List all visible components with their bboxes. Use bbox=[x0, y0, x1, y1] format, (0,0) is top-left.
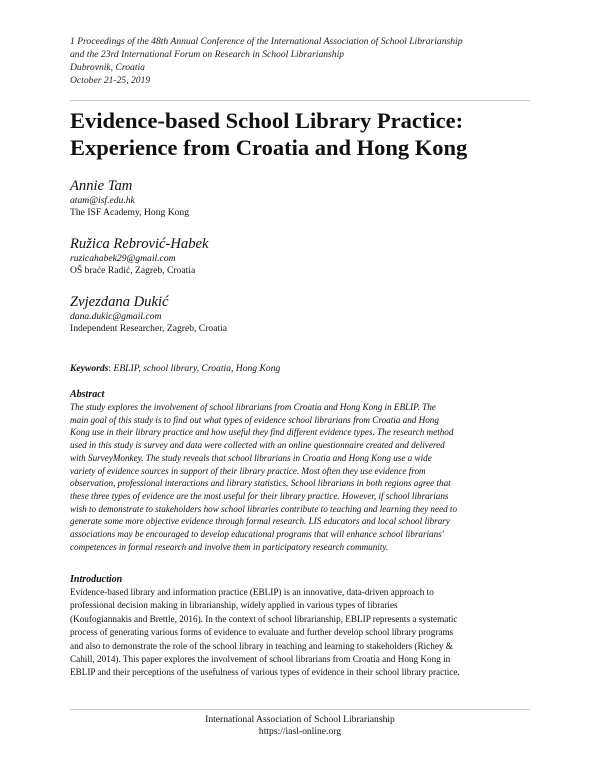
author-affiliation: OŠ braće Radić, Zagreb, Croatia bbox=[70, 265, 196, 276]
header-line: October 21-25, 2019 bbox=[70, 75, 151, 86]
keywords-line bbox=[70, 363, 280, 375]
abstract-line: generate some more objective evidence through formal research. LIS educators and local school library bbox=[70, 516, 450, 527]
author-block bbox=[70, 178, 530, 219]
abstract-line: observation, professional interactions and library statistics. School librarians in both regions agree that bbox=[70, 478, 451, 489]
author-email[interactable]: ruzicahabek29@gmail.com bbox=[70, 253, 176, 264]
keywords-value: EBLIP, school library, Croatia, Hong Kong bbox=[113, 363, 281, 374]
abstract-line: main goal of this study is to find out what types of evidence school librarians from Croatia and Hong bbox=[70, 414, 439, 425]
header-divider bbox=[70, 100, 530, 101]
abstract-line: competences in formal research and involve them in participatory research community. bbox=[70, 541, 389, 552]
introduction-line: professional decision making in librarianship, widely applied in various types of libraries bbox=[70, 600, 398, 611]
abstract-line: these three types of evidence are the most useful for their library practice. However, if school librarians bbox=[70, 490, 449, 501]
header-line: 1 Proceedings of the 48th Annual Conference of the International Association of School Librarianship bbox=[70, 36, 463, 47]
author-email[interactable]: dana.dukic@gmail.com bbox=[70, 311, 162, 322]
abstract-line: wish to demonstrate to stakeholders how school libraries contribute to teaching and learning they need to bbox=[70, 503, 458, 514]
abstract-heading: Abstract bbox=[70, 389, 105, 400]
author-name: Annie Tam bbox=[70, 178, 133, 194]
title-line: Experience from Croatia and Hong Kong bbox=[70, 135, 468, 160]
introduction-line: process of generating various forms of evidence to evaluate and further develop school library programs bbox=[70, 627, 454, 638]
abstract-line: used in this study is survey and data were collected with an online questionnaire created and delivered bbox=[70, 440, 445, 451]
introduction-heading: Introduction bbox=[70, 574, 123, 585]
paper-title bbox=[70, 107, 540, 161]
abstract-body bbox=[70, 401, 540, 553]
author-name: Zvjezdana Dukić bbox=[70, 294, 169, 310]
footer-organization: International Association of School Librarianship bbox=[205, 714, 395, 725]
introduction-line: (Koufogiannakis and Brettle, 2016). In the context of school librarianship, EBLIP represents a systematic bbox=[70, 613, 458, 624]
keywords-label: Keywords bbox=[70, 363, 109, 374]
abstract-line: variety of evidence sources in support of their library practice. Most often they use evidence from bbox=[70, 465, 426, 476]
footer-url[interactable]: https://iasl-online.org bbox=[258, 726, 342, 737]
author-block bbox=[70, 236, 530, 277]
title-line: Evidence-based School Library Practice: bbox=[70, 108, 464, 133]
abstract-line: associations may be encouraged to develop educational programs that will enhance school librarians' bbox=[70, 529, 444, 540]
abstract-line: with SurveyMonkey. The study reveals that school librarians in Croatia and Hong Kong use a wide bbox=[70, 452, 432, 463]
header-line: Dubrovnik, Croatia bbox=[70, 62, 145, 73]
author-block bbox=[70, 294, 530, 335]
author-email[interactable]: atam@isf.edu.hk bbox=[70, 195, 135, 206]
introduction-line: Evidence-based library and information practice (EBLIP) is an innovative, data-driven approach to bbox=[70, 587, 434, 597]
abstract-line: The study explores the involvement of school librarians from Croatia and Hong Kong in EBLIP. The bbox=[70, 402, 436, 412]
proceedings-header bbox=[70, 35, 530, 87]
introduction-body bbox=[70, 586, 540, 680]
introduction-line: EBLIP and their perceptions of the usefulness of various types of evidence in their school library practice. bbox=[70, 667, 460, 678]
author-name: Ružica Rebrović-Habek bbox=[70, 236, 209, 252]
introduction-line: Cahill, 2014). This paper explores the involvement of school librarians from Croatia and Hong Kong in bbox=[70, 654, 451, 665]
introduction-line: and also to demonstrate the role of the school library in teaching and learning to stakeholders (Richey & bbox=[70, 640, 453, 651]
footer-divider bbox=[70, 709, 530, 710]
keywords-separator: : bbox=[108, 363, 112, 374]
header-line: and the 23rd International Forum on Research in School Librarianship bbox=[70, 49, 345, 60]
abstract-line: Kong use in their library practice and how useful they find different evidence types. The research method bbox=[70, 427, 454, 438]
author-affiliation: The ISF Academy, Hong Kong bbox=[70, 207, 190, 218]
page-footer bbox=[70, 714, 530, 738]
author-affiliation: Independent Researcher, Zagreb, Croatia bbox=[70, 323, 228, 334]
